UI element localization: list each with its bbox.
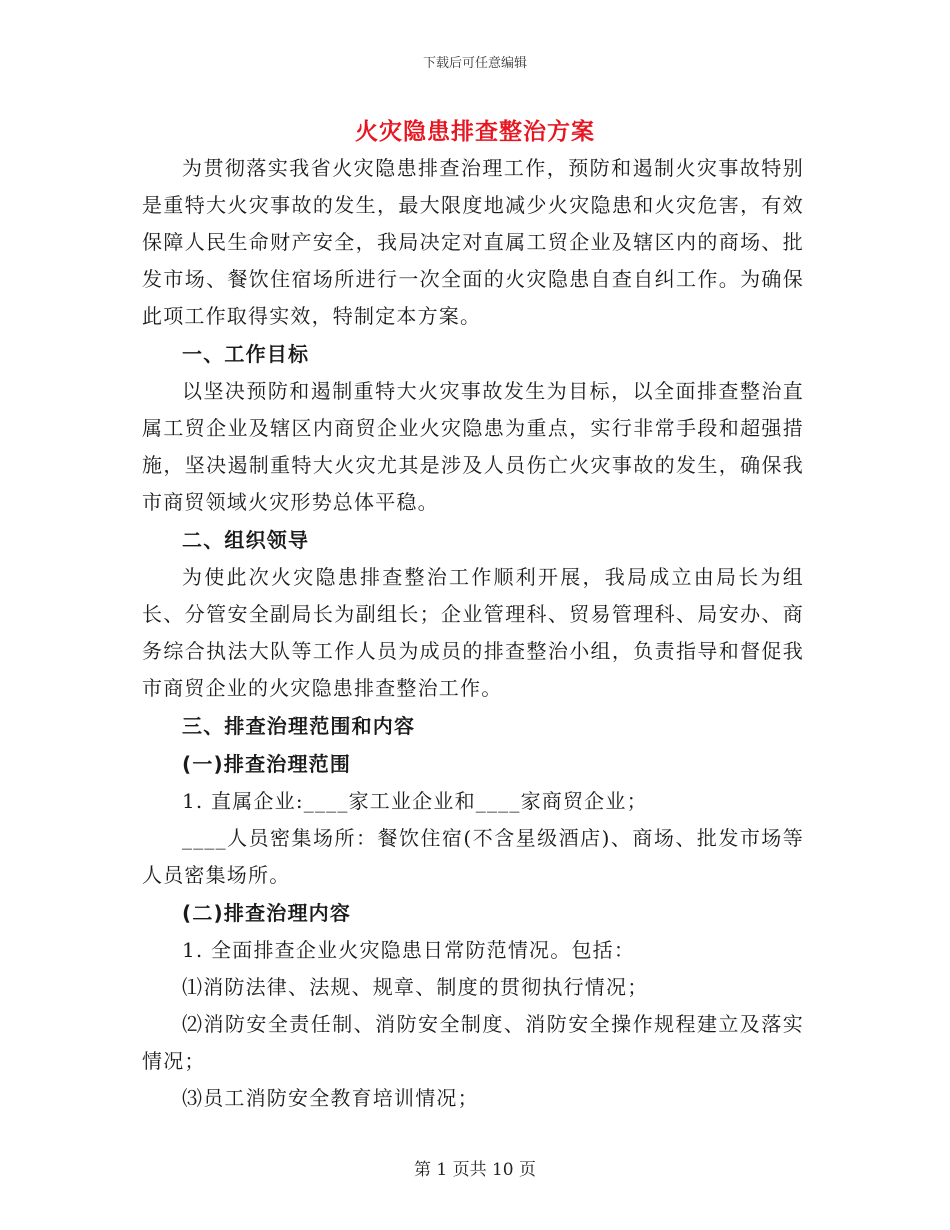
document-body — [142, 150, 804, 1117]
section3-sub2-item1: 1. 全面排查企业火灾隐患日常防范情况。包括： — [182, 938, 636, 962]
page-footer: 第 1 页共 10 页 — [413, 1160, 537, 1180]
header-note: 下载后可任意编辑 — [422, 56, 527, 71]
section3-sub1-heading: (一)排查治理范围 — [182, 752, 352, 776]
section1-heading: 一、工作目标 — [182, 342, 310, 366]
section3-heading: 三、排查治理范围和内容 — [182, 714, 416, 738]
section3-sub2-item4: ⑶员工消防安全教育培训情况； — [182, 1086, 479, 1110]
section2-heading: 二、组织领导 — [182, 528, 310, 552]
section3-sub2-item3: ⑵消防安全责任制、消防安全制度、消防安全操作规程建立及落实情况； — [142, 1012, 804, 1073]
intro-paragraph: 为贯彻落实我省火灾隐患排查治理工作，预防和遏制火灾事故特别是重特大火灾事故的发生，最大限度地减少火灾隐患和火灾危害，有效保障人民生命财产安全，我局决定对直属工贸企业及辖区内的商场、批发市场、餐饮住宿场所进行一次全面的火灾隐患自查自纠工作。为确保此项工作取得实效，特制定本方案。 — [142, 156, 804, 328]
section3-sub1-item2: ____人员密集场所：餐饮住宿(不含星级酒店)、商场、批发市场等人员密集场所。 — [142, 826, 804, 887]
document-title: 火灾隐患排查整治方案 — [355, 119, 595, 145]
section3-sub2-heading: (二)排查治理内容 — [182, 901, 352, 925]
section2-paragraph: 为使此次火灾隐患排查整治工作顺利开展，我局成立由局长为组长、分管安全副局长为副组长；企业管理科、贸易管理科、局安办、商务综合执法大队等工作人员为成员的排查整治小组，负责指导和督促我市商贸企业的火灾隐患排查整治工作。 — [142, 565, 804, 700]
section3-sub1-item1: 1. 直属企业:____家工业企业和____家商贸企业； — [182, 789, 648, 813]
section1-paragraph: 以坚决预防和遏制重特大火灾事故发生为目标，以全面排查整治直属工贸企业及辖区内商贸企业火灾隐患为重点，实行非常手段和超强措施，坚决遏制重特大火灾尤其是涉及人员伤亡火灾事故的发生，确保我市商贸领域火灾形势总体平稳。 — [142, 379, 804, 514]
section3-sub2-item2: ⑴消防法律、法规、规章、制度的贯彻执行情况； — [182, 975, 649, 999]
